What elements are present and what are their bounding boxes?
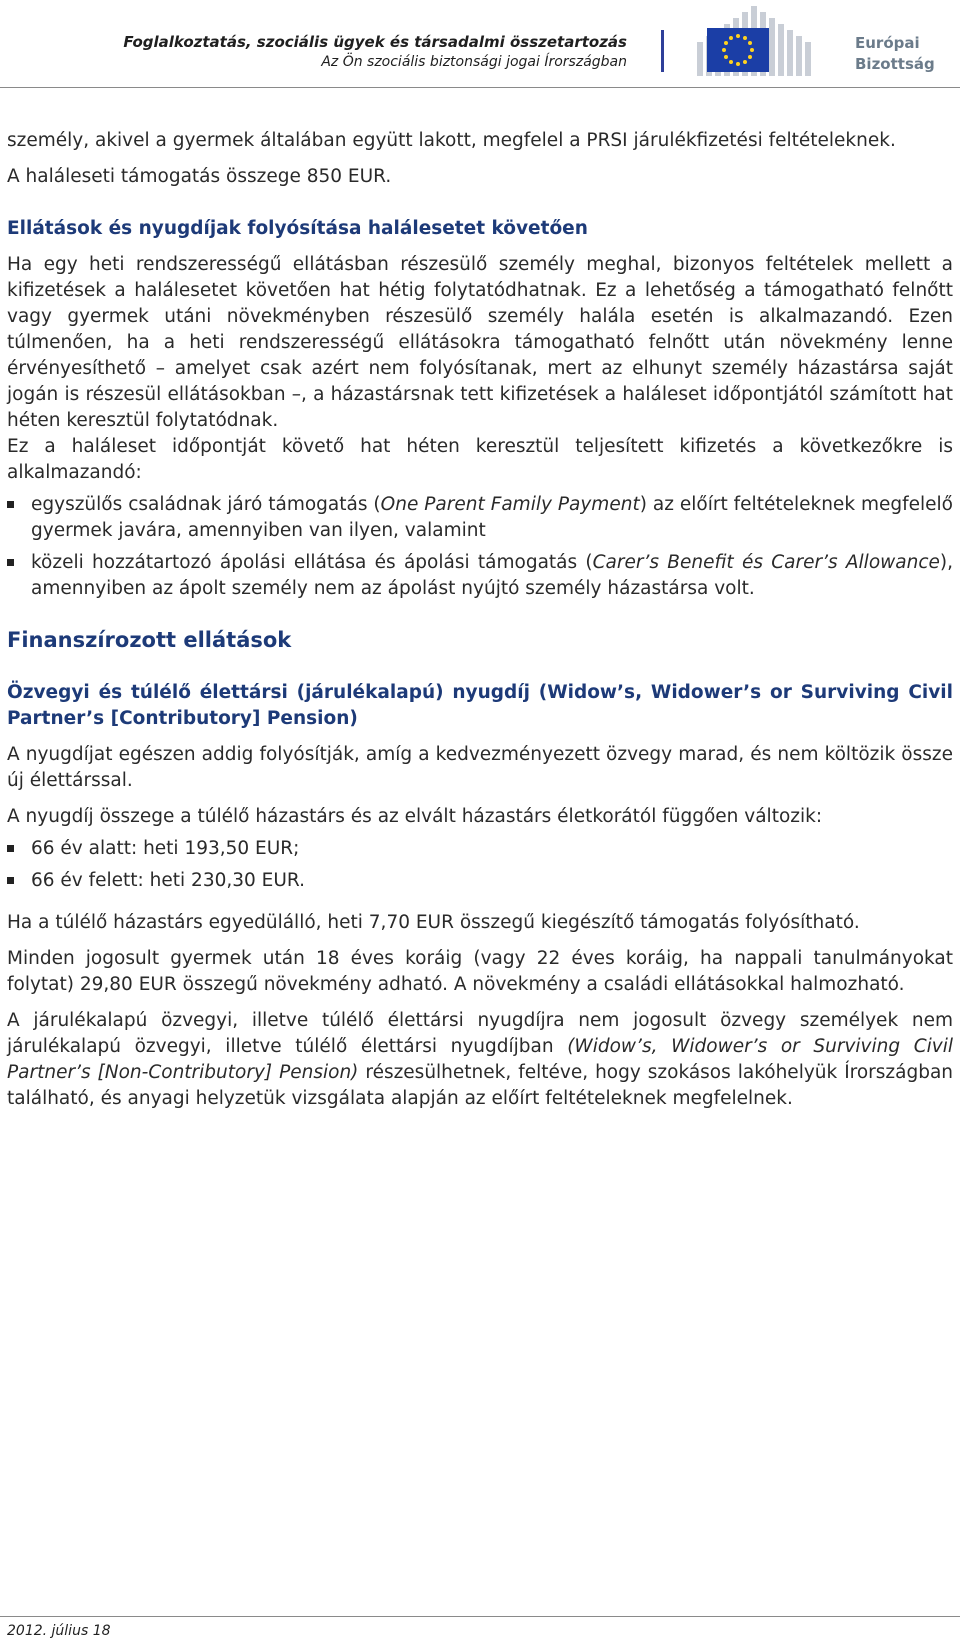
organisation-name (855, 33, 935, 75)
page-header (0, 0, 960, 90)
header-subtitle: Az Ön szociális biztonsági jogai Írországban (321, 54, 627, 70)
list-item: egyszülős családnak járó támogatás (One Parent Family Payment) az előírt feltételeknek megfelelő gyermek javára, amennyiben van ilyen, valamint (7, 492, 953, 544)
rate-list (7, 836, 953, 894)
header-divider (661, 30, 664, 72)
footer-date: 2012. július 18 (7, 1623, 111, 1639)
eu-flag-icon (697, 6, 847, 80)
paragraph: A haláleseti támogatás összege 850 EUR. (7, 166, 392, 187)
document-body (7, 128, 953, 1112)
footer-rule (0, 1616, 960, 1617)
paragraph: Ha egy heti rendszerességű ellátásban részesülő személy meghal, bizonyos feltételek mellett a kifizetések a halálesetet követően hat hétig folytatódhatnak. Ez a lehetőség a támogatható felnőtt vagy gyermek utáni növekményben részesülő személy halála esetén is alkalmazandó. Ezen túlmenően, ha a heti rendszerességű ellátásokra támogatható felnőtt után növekmény lenne érvényesíthető – amelyet csak azért nem folyósítanak, mert az elhunyt személy házastársa saját jogán is részesül ellátásokban –, a házastársnak tett kifizetések a haláleset időpontjától számított hat héten keresztül folytatódnak. (7, 254, 953, 431)
org-line-1: Európai (855, 34, 920, 52)
subsection-heading: Özvegyi és túlélő élettársi (járulékalapú) nyugdíj (Widow’s, Widower’s or Surviving Civil Partner’s [Contributory] Pension) (7, 682, 953, 729)
section-heading: Ellátások és nyugdíjak folyósítása halálesetet követően (7, 218, 588, 239)
list-item: 66 év felett: heti 230,30 EUR. (7, 868, 953, 894)
header-rule (0, 87, 960, 88)
list-item: közeli hozzátartozó ápolási ellátása és ápolási támogatás (Carer’s Benefit és Carer’s Allowance), amennyiben az ápolt személy nem az ápolást nyújtó személy házastársa volt. (7, 550, 953, 602)
section-title: Finanszírozott ellátások (7, 628, 292, 652)
paragraph: Ez a haláleset időpontját követő hat héten keresztül teljesített kifizetés a következőkre is alkalmazandó: (7, 436, 953, 483)
paragraph: személy, akivel a gyermek általában együtt lakott, megfelel a PRSI járulékfizetési feltételeknek. (7, 130, 896, 151)
paragraph: A nyugdíj összege a túlélő házastárs és az elvált házastárs életkorától függően változik: (7, 806, 823, 827)
header-title: Foglalkoztatás, szociális ügyek és társadalmi összetartozás (123, 33, 627, 51)
org-line-2: Bizottság (855, 55, 935, 73)
bullet-list (7, 492, 953, 602)
paragraph: Ha a túlélő házastárs egyedülálló, heti 7,70 EUR összegű kiegészítő támogatás folyósítható. (7, 912, 860, 933)
paragraph: A nyugdíjat egészen addig folyósítják, amíg a kedvezményezett özvegy marad, és nem költözik össze új élettárssal. (7, 744, 953, 791)
list-item: 66 év alatt: heti 193,50 EUR; (7, 836, 953, 862)
paragraph: Minden jogosult gyermek után 18 éves koráig (vagy 22 éves koráig, ha nappali tanulmányokat folytat) 29,80 EUR összegű növekmény adható. A növekmény a családi ellátásokkal halmozható. (7, 948, 953, 995)
paragraph: A járulékalapú özvegyi, illetve túlélő élettársi nyugdíjra nem jogosult özvegy személyek nem járulékalapú özvegyi, illetve túlélő élettársi nyugdíjban (Widow’s, Widower’s or Surviving Civil Partner’s [Non-Contributory] Pension) részesülhetnek, feltéve, hogy szokásos lakóhelyük Írországban található, és anyagi helyzetük vizsgálata alapján az előírt feltételeknek megfelelnek. (7, 1010, 954, 1109)
